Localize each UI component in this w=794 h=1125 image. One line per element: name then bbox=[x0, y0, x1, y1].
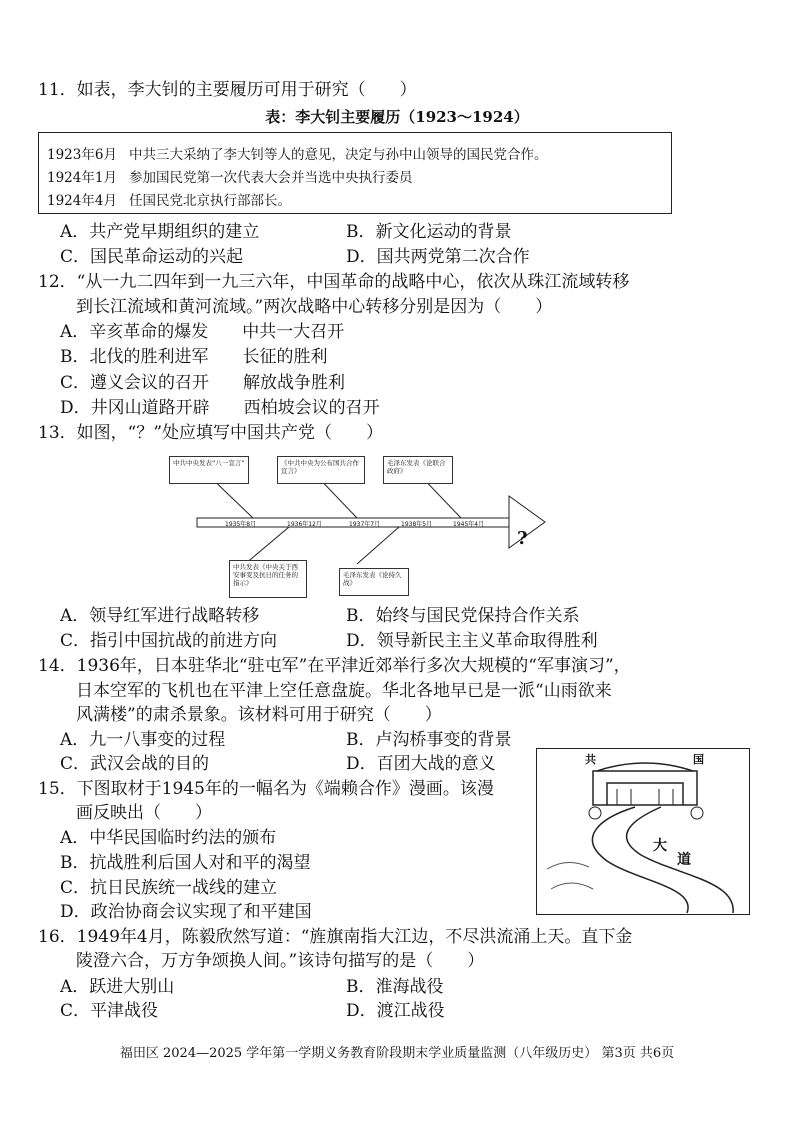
diagram-box-bottom-1: 中共发表《中央关于西安事变及抗日的任务的指示》 bbox=[229, 560, 307, 598]
option-d: D．渡江战役 bbox=[346, 1001, 445, 1021]
option-a: A．中华民国临时约法的颁布 bbox=[60, 828, 277, 848]
option-c: C．平津战役 bbox=[60, 1001, 159, 1021]
cartoon-image bbox=[536, 748, 750, 915]
q16-stem-line2: 陵澄六合，万方争颂换人间。”该诗句描写的是（ ） bbox=[76, 951, 485, 971]
cartoon-label: 大 bbox=[653, 838, 667, 854]
row-date: 1924年4月 bbox=[47, 193, 117, 209]
q14-stem-line3: 风满楼”的肃杀景象。该材料可用于研究（ ） bbox=[76, 705, 442, 725]
q11-table-title: 表：李大钊主要履历（1923～1924） bbox=[265, 108, 529, 126]
cartoon-label: 国 bbox=[693, 753, 704, 766]
option-c: C．指引中国抗战的前进方向 bbox=[60, 631, 278, 651]
option-b: B．新文化运动的背景 bbox=[346, 222, 512, 242]
option-b: B．始终与国民党保持合作关系 bbox=[346, 606, 580, 626]
table-row bbox=[47, 166, 413, 186]
option-b: B．北伐的胜利进军 长征的胜利 bbox=[60, 347, 328, 367]
question-mark: ? bbox=[517, 528, 528, 549]
q14-stem-line2: 日本空军的飞机也在平津上空任意盘旋。华北各地早已是一派“山雨欲来 bbox=[76, 681, 612, 701]
row-text: 中共三大采纳了李大钊等人的意见，决定与孙中山领导的国民党合作。 bbox=[129, 147, 548, 163]
q12-stem-line1: 12．“从一九二四年到一九三六年，中国革命的战略中心，依次从珠江流域转移 bbox=[38, 272, 630, 292]
option-d: D．井冈山道路开辟 西柏坡会议的召开 bbox=[60, 398, 380, 418]
date-label: 1936年12月 bbox=[287, 521, 322, 528]
q16-stem-line1: 16．1949年4月，陈毅欣然写道：“旌旗南指大江边，不尽洪流涌上天。直下金 bbox=[38, 927, 633, 947]
option-a: A．九一八事变的过程 bbox=[60, 730, 226, 750]
row-text: 任国民党北京执行部部长。 bbox=[129, 193, 291, 209]
option-a: A．领导红军进行战略转移 bbox=[60, 606, 260, 626]
diagram-box-top-3: 毛泽东发表《论联合政府》 bbox=[383, 456, 453, 484]
option-c: C．抗日民族统一战线的建立 bbox=[60, 878, 278, 898]
q11-stem: 11．如表，李大钊的主要履历可用于研究（ ） bbox=[38, 80, 417, 100]
q11-table bbox=[38, 132, 672, 214]
option-a: A．跃进大别山 bbox=[60, 977, 175, 997]
diagram-box-top-1: 中共中央发表“八一宣言” bbox=[169, 456, 249, 484]
date-label: 1945年4月 bbox=[453, 521, 485, 528]
option-b: B．淮海战役 bbox=[346, 977, 444, 997]
option-d: D．政治协商会议实现了和平建国 bbox=[60, 902, 312, 922]
cartoon-label: 道 bbox=[677, 852, 691, 868]
diagram-box-top-2: 《中共中央为公布国共合作宣言》 bbox=[277, 456, 365, 484]
option-c: C．武汉会战的目的 bbox=[60, 754, 210, 774]
date-label: 1935年8月 bbox=[225, 521, 257, 528]
cartoon-drawing bbox=[537, 749, 749, 914]
q13-stem: 13．如图，“？”处应填写中国共产党（ ） bbox=[38, 423, 384, 443]
date-label: 1937年7月 bbox=[349, 521, 381, 528]
diagram-box-bottom-2: 毛泽东发表《论持久战》 bbox=[339, 568, 409, 596]
option-c: C．遵义会议的召开 解放战争胜利 bbox=[60, 373, 346, 393]
option-d: D．国共两党第二次合作 bbox=[346, 247, 530, 267]
table-row bbox=[47, 143, 548, 163]
row-text: 参加国民党第一次代表大会并当选中央执行委员 bbox=[129, 170, 413, 186]
q15-stem-line2: 画反映出（ ） bbox=[76, 803, 212, 823]
q12-stem-line2: 到长江流域和黄河流域。”两次战略中心转移分别是因为（ ） bbox=[76, 297, 553, 317]
q15-stem-line1: 15．下图取材于1945年的一幅名为《端赖合作》漫画。该漫 bbox=[38, 779, 494, 799]
option-a: A．辛亥革命的爆发 中共一大召开 bbox=[60, 322, 345, 342]
row-date: 1923年6月 bbox=[47, 147, 117, 163]
fishbone-diagram bbox=[165, 452, 555, 600]
option-c: C．国民革命运动的兴起 bbox=[60, 247, 244, 267]
option-d: D．领导新民主主义革命取得胜利 bbox=[346, 631, 598, 651]
table-row bbox=[47, 189, 291, 209]
option-b: B．抗战胜利后国人对和平的渴望 bbox=[60, 853, 311, 873]
page-footer: 福田区 2024—2025 学年第一学期义务教育阶段期末学业质量监测（八年级历史） 第3页 共6页 bbox=[119, 1046, 675, 1061]
option-d: D．百团大战的意义 bbox=[346, 754, 496, 774]
row-date: 1924年1月 bbox=[47, 170, 117, 186]
q14-stem-line1: 14．1936年，日本驻华北“驻屯军”在平津近郊举行多次大规模的“军事演习”， bbox=[38, 656, 631, 676]
option-a: A．共产党早期组织的建立 bbox=[60, 222, 260, 242]
cartoon-label: 共 bbox=[585, 753, 596, 766]
option-b: B．卢沟桥事变的背景 bbox=[346, 730, 512, 750]
date-label: 1938年5月 bbox=[401, 521, 433, 528]
